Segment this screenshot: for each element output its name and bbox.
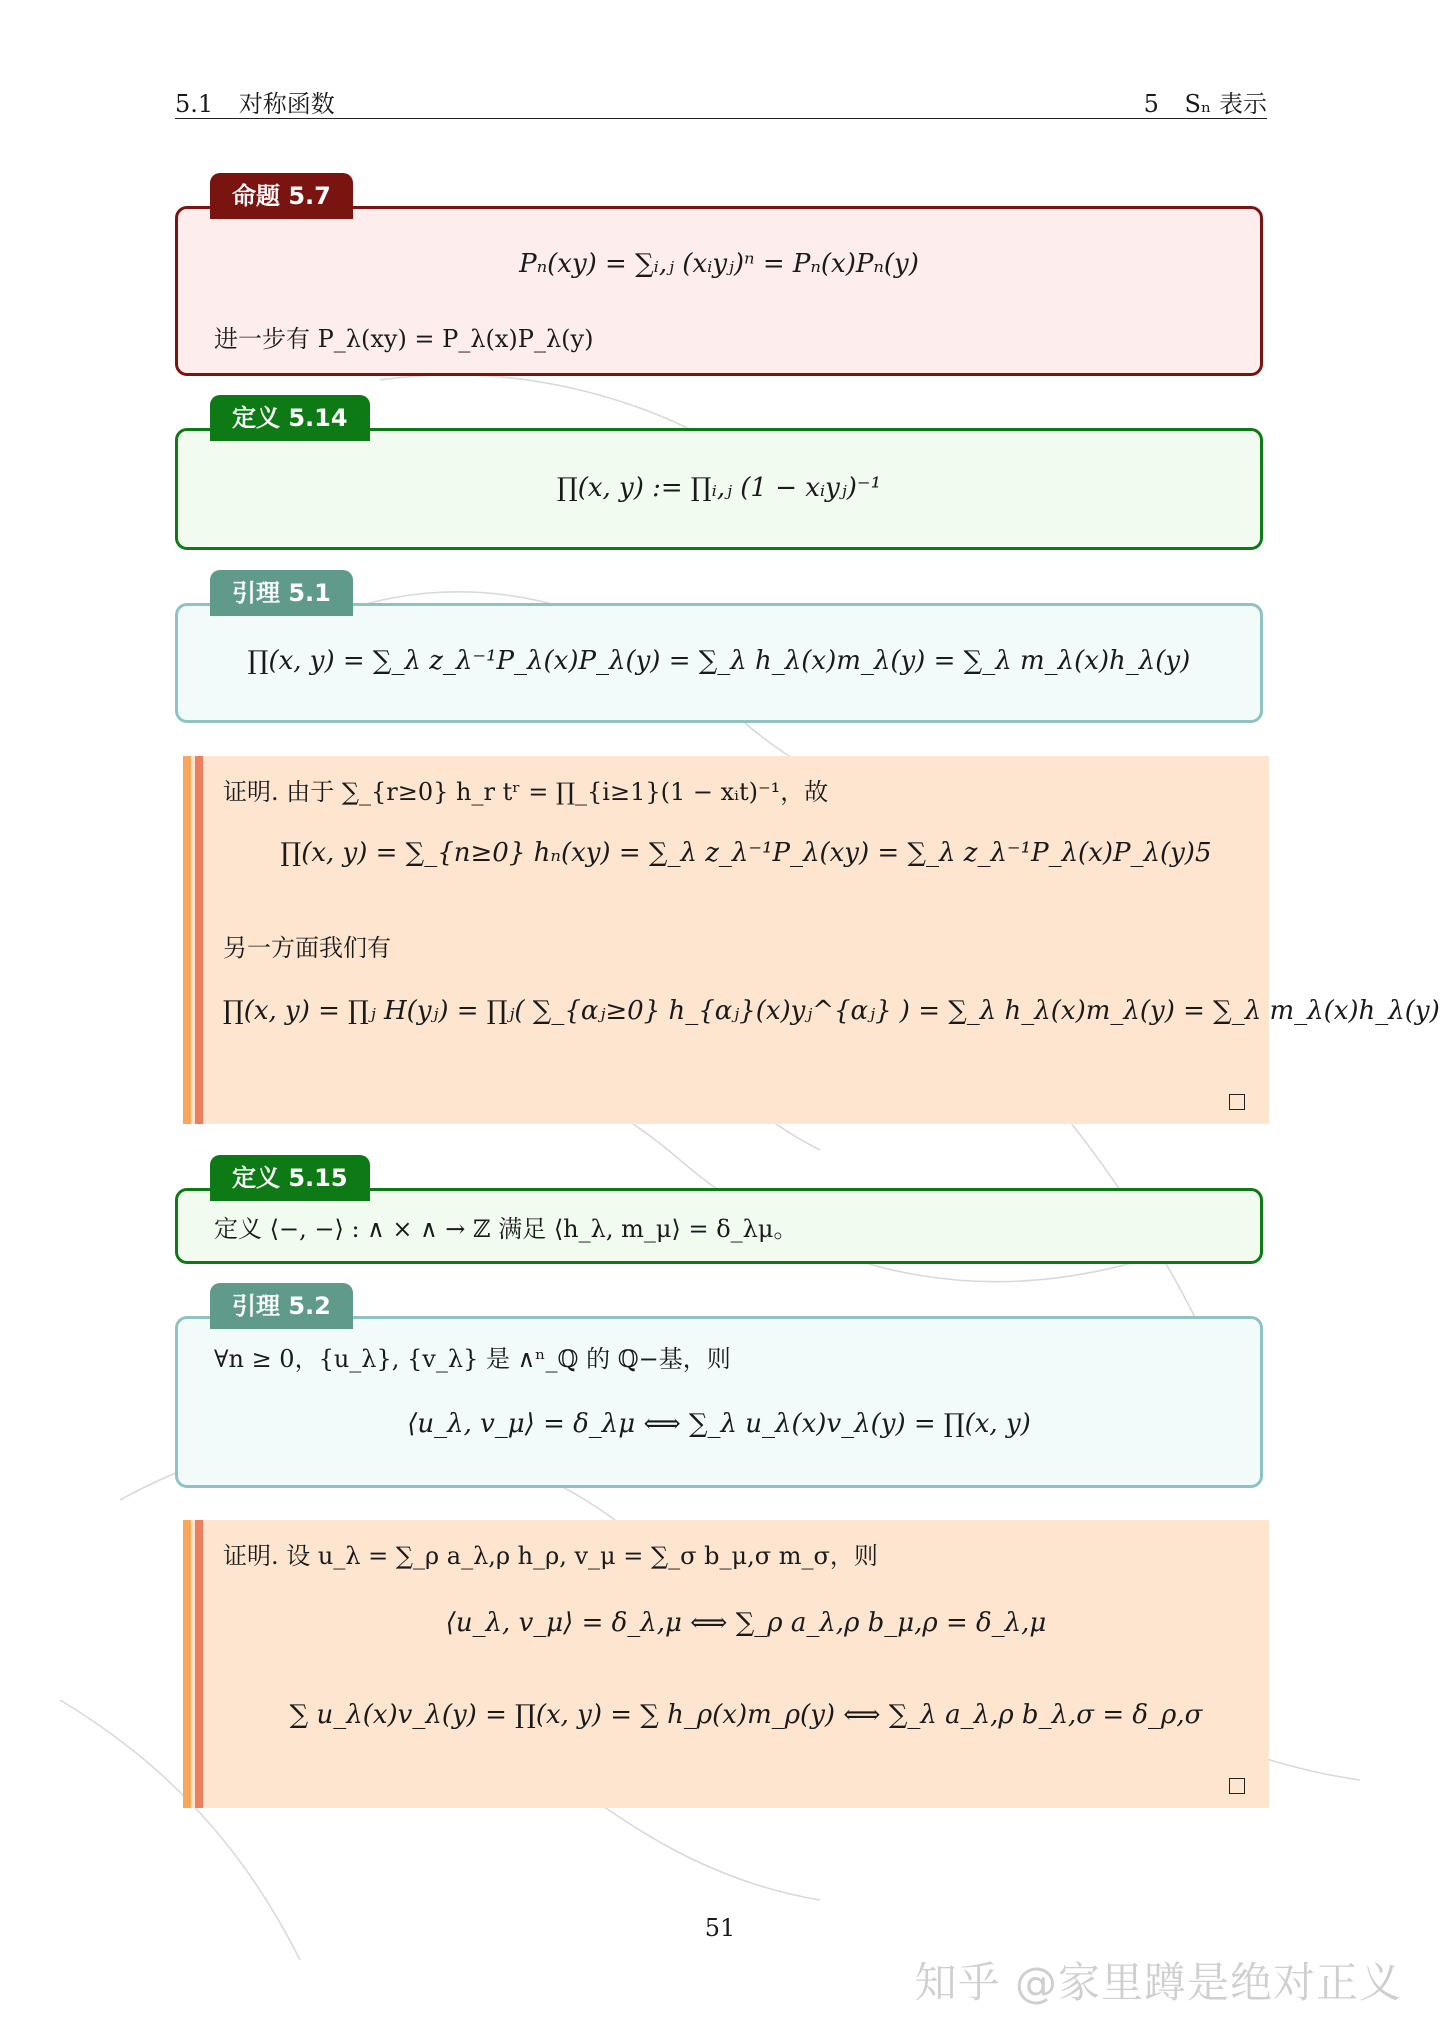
proposition-tag: 命题 5.7: [210, 173, 353, 219]
running-head: [175, 80, 1267, 119]
proof-intro: 证明. 由于 ∑_{r≥0} h_r tʳ = ∏_{i≥1}(1 − xᵢt)⁻¹，故: [223, 778, 829, 806]
proposition-5-7-box: [175, 182, 1263, 376]
definition-5-14-box: [175, 404, 1263, 550]
definition-tag: 定义 5.14: [210, 395, 370, 441]
section-number: 5.1: [175, 90, 214, 118]
proof-accent-bar: [183, 756, 191, 1124]
proof-formula: ∑ u_λ(x)v_λ(y) = ∏(x, y) = ∑ h_ρ(x)m_ρ(y) ⟺ ∑_λ a_λ,ρ b_λ,σ = δ_ρ,σ: [289, 1700, 1203, 1730]
lemma-formula: ⟨u_λ, v_μ⟩ = δ_λμ ⟺ ∑_λ u_λ(x)v_λ(y) = ∏(x, y): [407, 1409, 1031, 1439]
definition-5-15-box: [175, 1164, 1263, 1264]
proof-accent-bar: [195, 756, 203, 1124]
proof-1-block: [183, 756, 1440, 1124]
chapter-title: Sₙ 表示: [1184, 90, 1267, 118]
proposition-formula: Pₙ(xy) = ∑ᵢ,ⱼ (xᵢyⱼ)ⁿ = Pₙ(x)Pₙ(y): [519, 249, 919, 279]
lemma-tag: 引理 5.1: [210, 570, 353, 616]
qed-symbol: [1229, 1094, 1245, 1110]
definition-text: 定义 ⟨−, −⟩ : ∧ × ∧ → ℤ 满足 ⟨h_λ, m_μ⟩ = δ_λμ。: [214, 1215, 798, 1243]
running-head-left: [175, 84, 335, 119]
proof-formula: ∏(x, y) = ∏ⱼ H(yⱼ) = ∏ⱼ( ∑_{αⱼ≥0} h_{αⱼ}(x)yⱼ^{αⱼ} ) = ∑_λ h_λ(x)m_λ(y) = ∑_λ m_λ(x)h_λ(y): [223, 996, 1440, 1026]
proof-intro: 证明. 设 u_λ = ∑_ρ a_λ,ρ h_ρ, v_μ = ∑_σ b_μ,σ m_σ，则: [223, 1542, 878, 1570]
proof-formula: ⟨u_λ, v_μ⟩ = δ_λ,μ ⟺ ∑_ρ a_λ,ρ b_μ,ρ = δ_λ,μ: [445, 1608, 1047, 1638]
proof-formula: ∏(x, y) = ∑_{n≥0} hₙ(xy) = ∑_λ z_λ⁻¹P_λ(xy) = ∑_λ z_λ⁻¹P_λ(x)P_λ(y)5: [280, 838, 1212, 868]
lemma-formula: ∏(x, y) = ∑_λ z_λ⁻¹P_λ(x)P_λ(y) = ∑_λ h_λ(x)m_λ(y) = ∑_λ m_λ(x)h_λ(y): [247, 646, 1191, 676]
lemma-tag: 引理 5.2: [210, 1283, 353, 1329]
lemma-5-1-box: [175, 579, 1263, 723]
watermark: 知乎 @家里蹲是绝对正义: [914, 1958, 1402, 2007]
proof-text: 另一方面我们有: [223, 934, 391, 962]
proof-2-block: [183, 1520, 1269, 1808]
qed-symbol: [1229, 1778, 1245, 1794]
running-head-right: [1144, 84, 1267, 119]
chapter-number: 5: [1143, 90, 1159, 118]
proof-accent-bar: [183, 1520, 191, 1808]
lemma-text: ∀n ≥ 0，{u_λ}, {v_λ} 是 ∧ⁿ_ℚ 的 ℚ−基，则: [214, 1345, 731, 1373]
definition-formula: ∏(x, y) := ∏ᵢ,ⱼ (1 − xᵢyⱼ)⁻¹: [557, 473, 881, 503]
proof-accent-bar: [195, 1520, 203, 1808]
lemma-5-2-box: [175, 1292, 1263, 1488]
page-number: 51: [704, 1914, 736, 1942]
section-title: 对称函数: [238, 90, 335, 118]
proposition-text: 进一步有 P_λ(xy) = P_λ(x)P_λ(y): [214, 325, 594, 353]
definition-tag: 定义 5.15: [210, 1155, 370, 1201]
